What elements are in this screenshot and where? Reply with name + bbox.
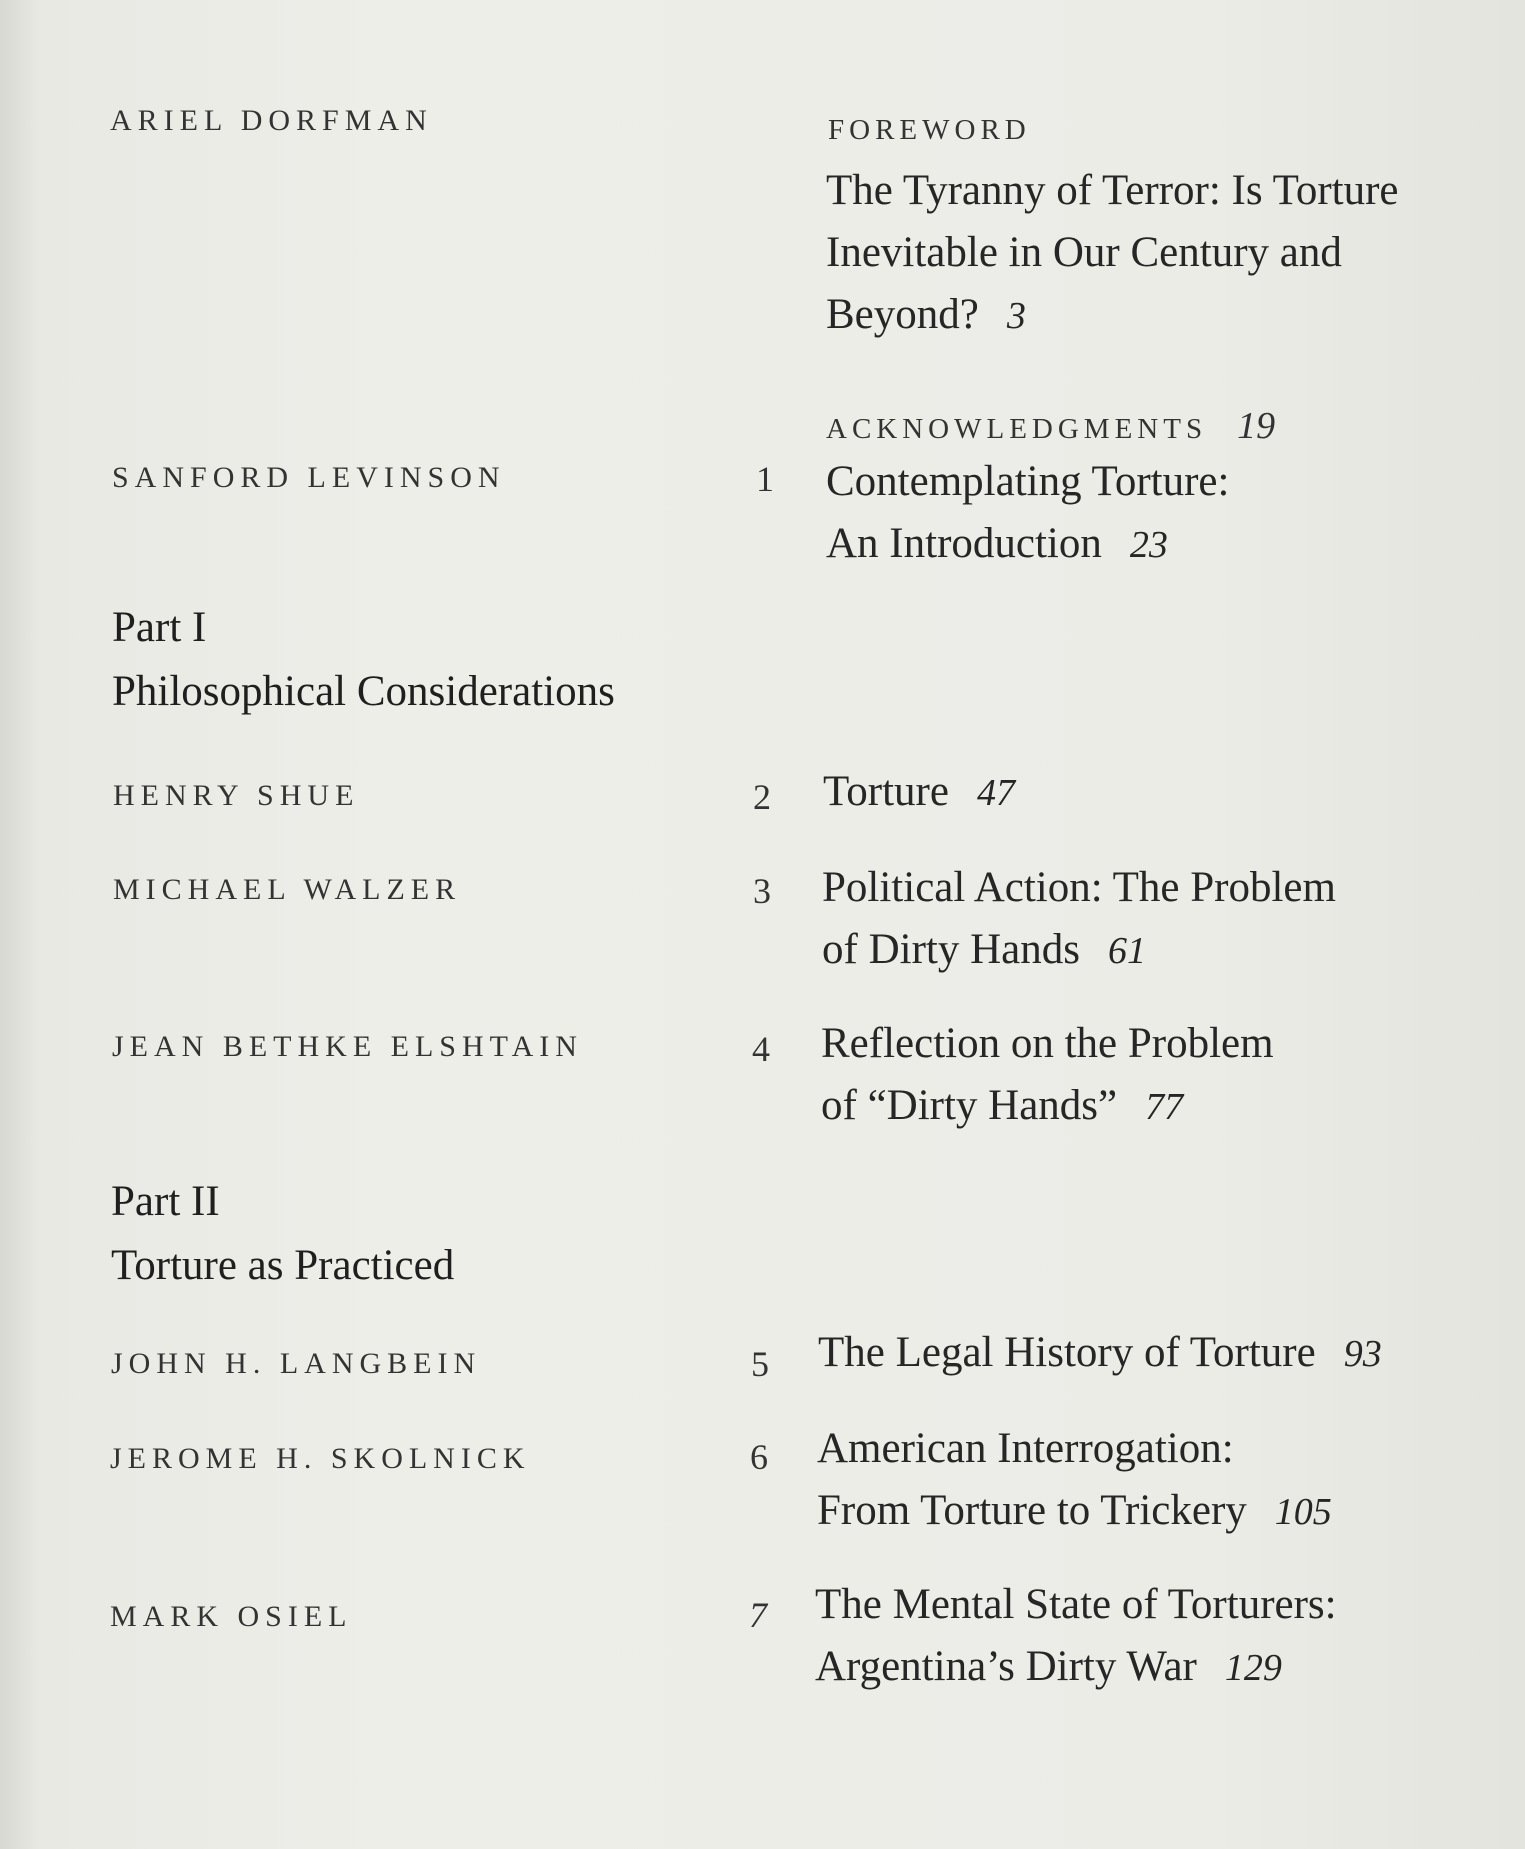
acknowledgments-page-number: 19 [1237,405,1276,447]
introduction-title-line-1: Contemplating Torture: [826,458,1230,505]
chapter-2-author: HENRY SHUE [113,779,360,812]
part-2-label: Part II [111,1178,220,1225]
foreword-title-line-1: The Tyranny of Terror: Is Torture [826,167,1399,214]
chapter-5-page-number: 93 [1343,1333,1382,1375]
chapter-4-number: 4 [752,1029,770,1069]
chapter-5-author: JOHN H. LANGBEIN [111,1347,482,1380]
foreword-label: FOREWORD [828,114,1031,146]
chapter-5-title[interactable] [818,1322,1382,1385]
chapter-3-title-line-1: Political Action: The Problem [822,864,1336,911]
chapter-3-author: MICHAEL WALZER [113,873,462,906]
part-2-heading [111,1170,454,1298]
part-1-subheading: Philosophical Considerations [112,668,615,715]
introduction-title[interactable] [826,451,1229,576]
part-1-heading [112,596,615,724]
chapter-7-title[interactable] [815,1574,1337,1699]
foreword-page-number: 3 [1006,295,1026,337]
chapter-7-author: MARK OSIEL [110,1600,353,1633]
chapter-5-title-line-1: The Legal History of Torture 93 [818,1329,1382,1376]
chapter-2-number: 2 [753,777,771,817]
introduction-number: 1 [756,459,774,499]
chapter-4-author: JEAN BETHKE ELSHTAIN [112,1030,583,1063]
chapter-4-title[interactable] [821,1013,1274,1138]
chapter-6-number: 6 [750,1437,768,1477]
chapter-6-title[interactable] [817,1418,1332,1543]
chapter-3-number: 3 [753,871,771,911]
chapter-2-title[interactable] [823,761,1015,824]
chapter-6-title-line-2: From Torture to Trickery 105 [817,1487,1332,1534]
chapter-7-title-line-2: Argentina’s Dirty War 129 [815,1643,1282,1690]
chapter-7-number: 7 [749,1595,767,1635]
chapter-4-page-number: 77 [1145,1086,1184,1128]
part-2-subheading: Torture as Practiced [111,1242,455,1289]
foreword-author: ARIEL DORFMAN [110,104,433,137]
chapter-6-author: JEROME H. SKOLNICK [110,1442,531,1475]
chapter-4-title-line-1: Reflection on the Problem [821,1020,1274,1067]
chapter-2-page-number: 47 [976,772,1015,814]
foreword-title-line-2: Inevitable in Our Century and [826,229,1342,276]
introduction-page-number: 23 [1129,524,1168,566]
chapter-3-page-number: 61 [1107,930,1146,972]
introduction-title-line-2: An Introduction 23 [826,520,1168,567]
chapter-4-title-line-2: of “Dirty Hands” 77 [821,1082,1184,1129]
chapter-2-title-line-1: Torture 47 [823,768,1015,815]
chapter-3-title[interactable] [822,857,1336,982]
part-1-label: Part I [112,604,207,651]
chapter-5-number: 5 [751,1344,769,1384]
foreword-title-line-3: Beyond? 3 [826,291,1026,338]
chapter-7-page-number: 129 [1224,1647,1282,1689]
acknowledgments-label: ACKNOWLEDGMENTS [826,413,1208,445]
chapter-6-title-line-1: American Interrogation: [817,1425,1234,1472]
chapter-6-page-number: 105 [1274,1491,1332,1533]
introduction-author: SANFORD LEVINSON [112,461,506,494]
foreword-title[interactable] [826,160,1399,347]
chapter-3-title-line-2: of Dirty Hands 61 [822,926,1146,973]
chapter-7-title-line-1: The Mental State of Torturers: [815,1581,1337,1628]
acknowledgments-entry[interactable] [826,404,1275,448]
